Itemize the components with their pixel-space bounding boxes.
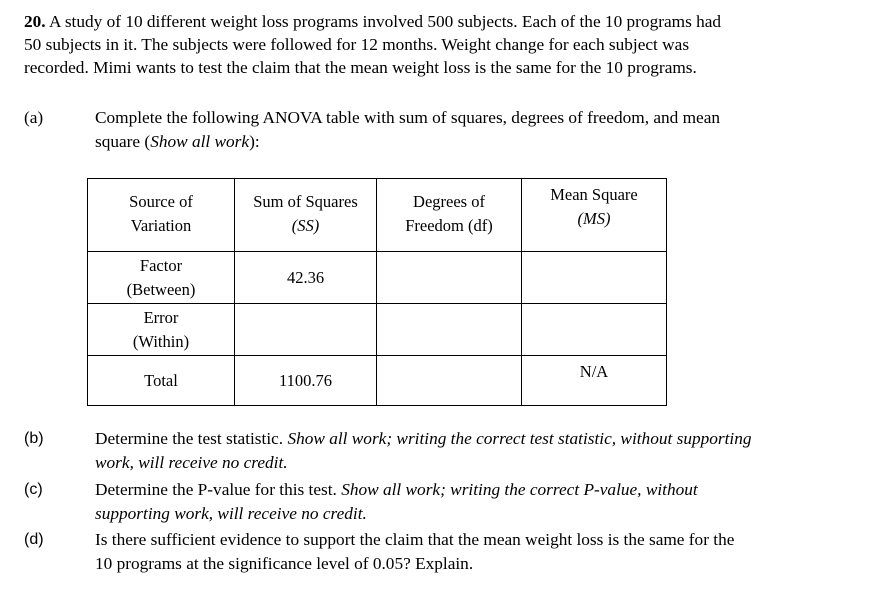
row-total-source: Total	[88, 356, 235, 406]
row-error-source: Error (Within)	[88, 304, 235, 356]
part-b-line-1: Determine the test statistic. Show all work; writing the correct test statistic, without supporting	[95, 429, 752, 448]
part-a-line-2: square (Show all work):	[95, 132, 260, 151]
part-c-line-1: Determine the P-value for this test. Show all work; writing the correct P-value, without	[95, 480, 698, 499]
part-b-line-2: work, will receive no credit.	[95, 453, 288, 472]
row-total-ss: 1100.76	[235, 356, 377, 406]
row-factor-ss: 42.36	[235, 252, 377, 304]
row-total-ms: N/A	[522, 356, 667, 406]
row-factor-source: Factor (Between)	[88, 252, 235, 304]
intro-line-2: 50 subjects in it. The subjects were followed for 12 months. Weight change for each subject was	[24, 35, 690, 54]
question-number: 20.	[24, 12, 46, 31]
part-b	[24, 427, 884, 477]
part-a-label: (a)	[24, 108, 44, 127]
part-a-line-1: Complete the following ANOVA table with sum of squares, degrees of freedom, and mean	[95, 108, 721, 127]
part-c	[24, 478, 884, 528]
header-ss: Sum of Squares (SS)	[235, 179, 377, 252]
table-row	[88, 304, 667, 356]
header-ms: Mean Square (MS)	[522, 179, 667, 252]
row-factor-df	[377, 252, 522, 304]
part-b-label: (b)	[24, 430, 44, 447]
row-error-df	[377, 304, 522, 356]
part-d	[24, 528, 884, 578]
part-d-label: (d)	[24, 531, 44, 548]
anova-table	[87, 178, 667, 406]
intro-line-3: recorded. Mimi wants to test the claim that the mean weight loss is the same for the 10 programs.	[24, 58, 697, 77]
part-d-line-2: 10 programs at the significance level of 0.05? Explain.	[95, 554, 474, 573]
part-c-label: (c)	[24, 481, 43, 498]
header-source: Source of Variation	[88, 179, 235, 252]
header-df: Degrees of Freedom (df)	[377, 179, 522, 252]
row-factor-ms	[522, 252, 667, 304]
row-total-df	[377, 356, 522, 406]
row-error-ss	[235, 304, 377, 356]
question-intro	[24, 10, 874, 79]
table-row	[88, 252, 667, 304]
part-a	[24, 106, 874, 156]
table-row	[88, 356, 667, 406]
intro-line-1: 20. A study of 10 different weight loss programs involved 500 subjects. Each of the 10 programs had	[24, 12, 722, 31]
row-error-ms	[522, 304, 667, 356]
table-header-row	[88, 179, 667, 252]
part-d-line-1: Is there sufficient evidence to support the claim that the mean weight loss is the same for the	[95, 530, 735, 549]
part-c-line-2: supporting work, will receive no credit.	[95, 504, 367, 523]
